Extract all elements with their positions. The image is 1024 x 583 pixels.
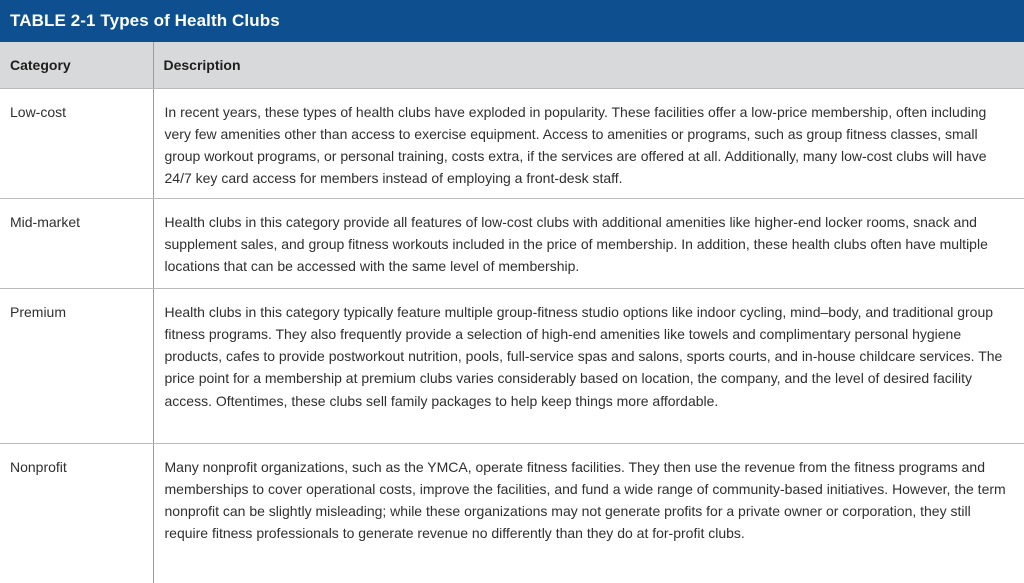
description-cell: Many nonprofit organizations, such as the YMCA, operate fitness facilities. They then use the revenue from the fitness programs and memberships to cover operational costs, improve the facilities, and fund a wide range of community-based initiatives. However, the term nonprofit can be slightly misleading; while these organizations may not generate profits for a private owner or corporation, they still require fitness professionals to generate revenue no differently than they do at for-profit clubs. — [153, 443, 1024, 583]
table-row — [0, 288, 1024, 443]
health-clubs-table — [0, 42, 1024, 583]
column-header-description: Description — [153, 42, 1024, 88]
table-title-bar — [0, 0, 1024, 42]
description-cell: In recent years, these types of health clubs have exploded in popularity. These facilities offer a low-price membership, often including very few amenities other than access to exercise equipment. Access to amenities or programs, such as group fitness classes, small group workout programs, or personal training, costs extra, if the services are offered at all. Additionally, many low-cost clubs will have 24/7 key card access for members instead of employing a front-desk staff. — [153, 88, 1024, 198]
table-row — [0, 198, 1024, 288]
table-row — [0, 88, 1024, 198]
table-row — [0, 443, 1024, 583]
column-header-category: Category — [0, 42, 153, 88]
category-cell: Nonprofit — [10, 458, 67, 475]
table-title: TABLE 2-1 Types of Health Clubs — [10, 11, 280, 30]
description-cell: Health clubs in this category provide all features of low-cost clubs with additional amenities like higher-end locker rooms, snack and supplement sales, and group fitness workouts included in the price of membership. In addition, these health clubs often have multiple locations that can be accessed with the same level of membership. — [153, 198, 1024, 288]
table-header-row — [0, 42, 1024, 88]
category-cell: Mid-market — [0, 198, 153, 288]
category-cell: Premium — [0, 288, 153, 443]
description-cell: Health clubs in this category typically feature multiple group-fitness studio options like indoor cycling, mind–body, and traditional group fitness programs. They also frequently provide a selection of high-end amenities like towels and complimentary personal hygiene products, cafes to provide postworkout nutrition, pools, full-service spas and salons, sports courts, and in-house childcare services. The price point for a membership at premium clubs varies considerably based on location, the company, and the level of desired facility access. Oftentimes, these clubs sell family packages to help keep things more affordable. — [153, 288, 1024, 443]
category-cell: Low-cost — [0, 88, 153, 198]
